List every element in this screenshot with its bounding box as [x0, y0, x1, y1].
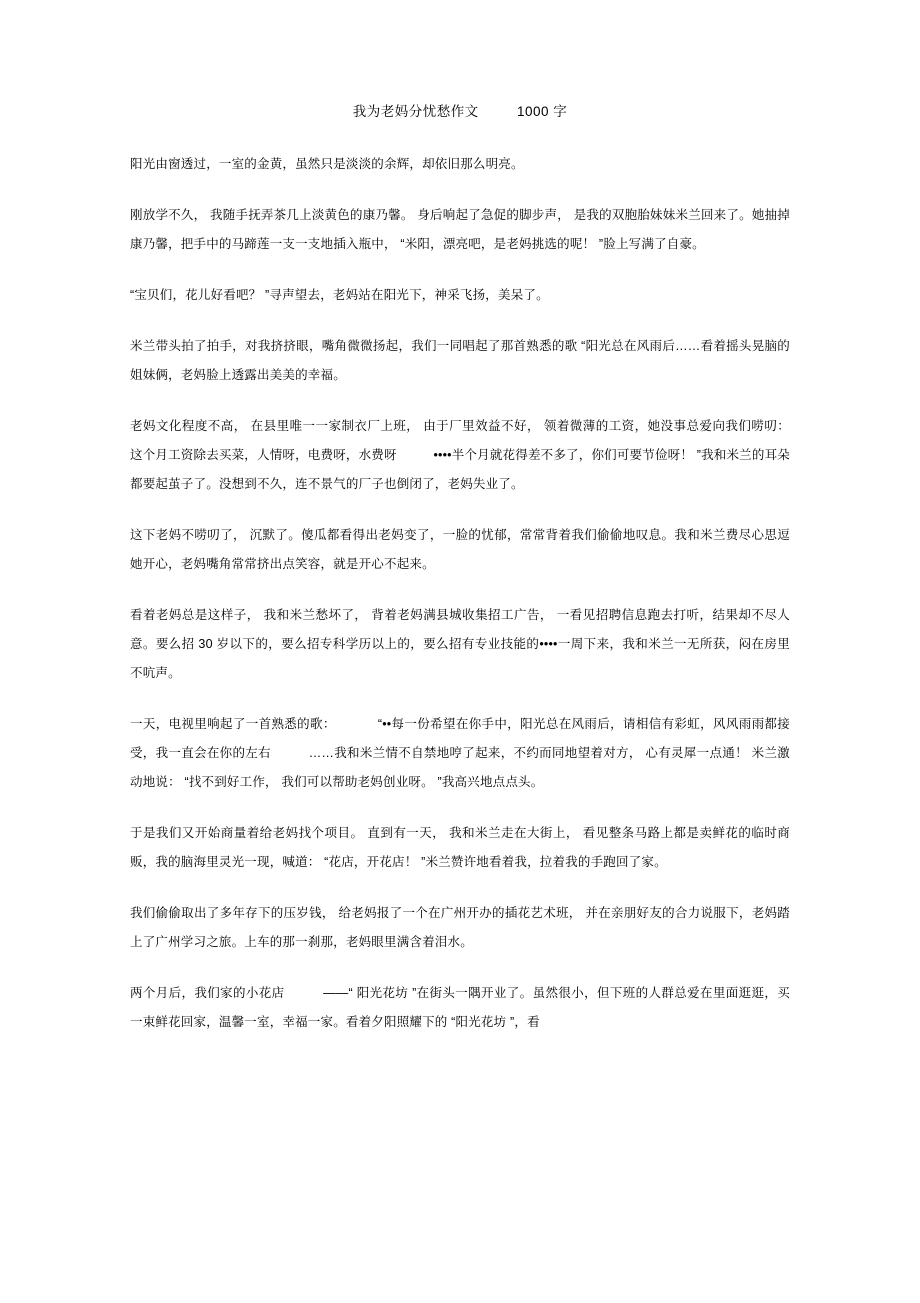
paragraph-6: 这下老妈不唠叨了， 沉默了。傻瓜都看得出老妈变了，一脸的忧郁，常常背着我们偷偷地叹息。我和米兰费尽心思逗她开心，老妈嘴角常常挤出点笑容，就是开心不起来。 — [130, 528, 790, 571]
paragraph-11: 两个月后，我们家的小花店 ——“ 阳光花坊 ”在街头一隅开业了。虽然很小，但下班的人群总爱在里面逛逛，买一束鲜花回家，温馨一室，幸福一家。看着夕阳照耀下的 “阳光花坊 ”，看 — [130, 986, 790, 1029]
paragraph-2: 刚放学不久， 我随手抚弄茶几上淡黄色的康乃馨。 身后响起了急促的脚步声， 是我的双胞胎妹妹米兰回来了。她抽掉康乃馨，把手中的马蹄莲一支一支地插入瓶中， “米阳，漂亮吧，是老妈挑选的呢！ ”脸上写满了自豪。 — [130, 208, 790, 251]
page-title: 我为老妈分忧愁作文 1000 字 — [352, 104, 568, 119]
document-body — [130, 100, 813, 1037]
paragraph-5: 老妈文化程度不高， 在县里唯一一家制衣厂上班， 由于厂里效益不好， 领着微薄的工资，她没事总爱向我们唠叨： 这个月工资除去买菜，人情呀，电费呀，水费呀 ••••半个月就花得差不多了，你们可要节俭呀！ ”我和米兰的耳朵都要起茧子了。没想到不久，连不景气的厂子也倒闭了，老妈失业了。 — [130, 419, 813, 491]
paragraph-4: 米兰带头拍了拍手，对我挤挤眼，嘴角微微扬起，我们一同唱起了那首熟悉的歌 “阳光总在风雨后……看着摇头晃脑的姐妹俩，老妈脸上透露出美美的幸福。 — [130, 339, 790, 382]
paragraph-7: 看着老妈总是这样子， 我和米兰愁坏了， 背着老妈满县城收集招工广告， 一看见招聘信息跑去打听，结果却不尽人意。要么招 30 岁以下的，要么招专科学历以上的，要么招有专业技能的••••一周下来，我和米兰一无所获，闷在房里不吭声。 — [130, 608, 790, 680]
paragraph-10: 我们偷偷取出了多年存下的压岁钱， 给老妈报了一个在广州开办的插花艺术班， 并在亲朋好友的合力说服下，老妈踏上了广州学习之旅。上车的那一刹那，老妈眼里满含着泪水。 — [130, 906, 790, 949]
paragraph-8: 一天，电视里响起了一首熟悉的歌： “••每一份希望在你手中，阳光总在风雨后，请相信有彩虹，风风雨雨都接受，我一直会在你的左右 ……我和米兰情不自禁地哼了起来，不约而同地望着对方， 心有灵犀一点通！ 米兰激动地说： “找不到好工作， 我们可以帮助老妈创业呀。 ”我高兴地点点头。 — [130, 717, 790, 789]
paragraph-9: 于是我们又开始商量着给老妈找个项目。 直到有一天， 我和米兰走在大街上， 看见整条马路上都是卖鲜花的临时商贩，我的脑海里灵光一现，喊道： “花店，开花店！ ”米兰赞许地看着我，拉着我的手跑回了家。 — [130, 826, 790, 869]
paragraph-3: “宝贝们，花儿好看吧？ ”寻声望去，老妈站在阳光下，神采飞扬，美呆了。 — [130, 288, 549, 302]
paragraph-1: 阳光由窗透过，一室的金黄，虽然只是淡淡的余辉，却依旧那么明亮。 — [130, 157, 524, 171]
